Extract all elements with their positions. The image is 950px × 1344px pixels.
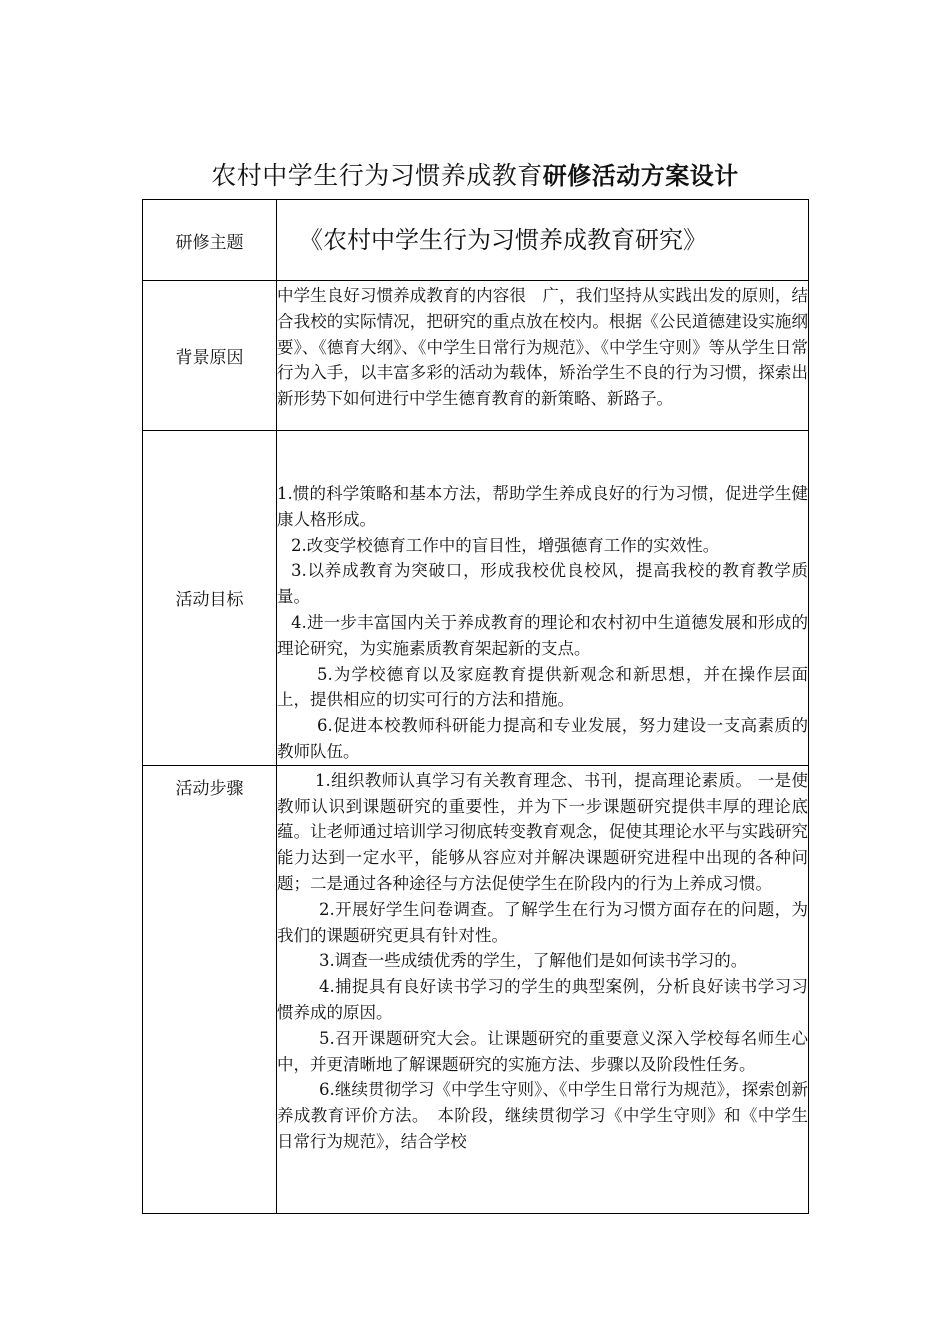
title-bold: 研修活动方案设计 <box>542 161 739 190</box>
label-theme: 研修主题 <box>143 200 277 281</box>
goal-item: 4.进一步丰富国内关于养成教育的理论和农村初中生道德发展和形成的理论研究，为实施素质教育架起新的支点。 <box>277 612 808 658</box>
step-item: 3.调查一些成绩优秀的学生，了解他们是如何读书学习的。 <box>319 951 748 971</box>
label-background: 背景原因 <box>143 281 277 431</box>
goal-item: 2.改变学校德育工作中的盲目性，增强德育工作的实效性。 <box>291 535 720 555</box>
goal-item: 1.惯的科学策略和基本方法，帮助学生养成良好的行为习惯，促进学生健康人格形成。 <box>277 484 808 529</box>
goals-list <box>277 431 808 765</box>
plan-table <box>142 199 809 1214</box>
content-theme <box>277 200 809 281</box>
row-goals <box>143 431 809 766</box>
background-text: 中学生良好习惯养成教育的内容很 广，我们坚持从实践出发的原则，结合我校的实际情况，把研究的重点放在校内。根据《公民道德建设实施纲要》、《德育大纲》、《中学生日常行为规范》、《中学生守则》等从学生日常行为入手，以丰富多彩的活动为载体，矫治学生不良的行为习惯，探索出新形势下如何进行中学生德育教育的新策略、新路子。 <box>277 286 808 409</box>
content-goals <box>277 431 809 766</box>
row-theme <box>143 200 809 281</box>
row-background <box>143 281 809 431</box>
goal-item: 6.促进本校教师科研能力提高和专业发展，努力建设一支高素质的教师队伍。 <box>277 716 808 761</box>
steps-list <box>277 766 808 1155</box>
theme-text: 《农村中学生行为习惯养成教育研究》 <box>299 226 707 254</box>
goal-item: 5.为学校德育以及家庭教育提供新观念和新思想，并在操作层面上，提供相应的切实可行的方法和措施。 <box>277 664 808 710</box>
step-item: 6.继续贯彻学习《中学生守则》、《中学生日常行为规范》，探索创新养成教育评价方法。 本阶段，继续贯彻学习《中学生守则》和《中学生日常行为规范》，结合学校 <box>277 1080 808 1151</box>
document-title <box>0 156 950 196</box>
step-item: 4.捕捉具有良好读书学习的学生的典型案例，分析良好读书学习习惯养成的原因。 <box>277 977 808 1022</box>
row-steps <box>143 765 809 1213</box>
label-steps: 活动步骤 <box>143 765 277 1213</box>
label-goals: 活动目标 <box>143 431 277 766</box>
content-background <box>277 281 809 431</box>
step-item: 2.开展好学生问卷调查。了解学生在行为习惯方面存在的问题，为我们的课题研究更具有针对性。 <box>277 899 808 945</box>
goal-item: 3.以养成教育为突破口，形成我校优良校风，提高我校的教育教学质量。 <box>277 561 808 607</box>
step-item: 5.召开课题研究大会。让课题研究的重要意义深入学校每名师生心中，并更清晰地了解课题研究的实施方法、步骤以及阶段性任务。 <box>277 1028 808 1074</box>
title-normal: 农村中学生行为习惯养成教育 <box>211 161 543 190</box>
step-item: 1.组织教师认真学习有关教育理念、书刊，提高理论素质。 一是使教师认识到课题研究的重要性，并为下一步课题研究提供丰厚的理论底蕴。让老师通过培训学习彻底转变教育观念，促使其理论水平与实践研究能力达到一定水平，能够从容应对并解决课题研究进程中出现的各种问题；二是通过各种途径与方法促使学生在阶段内的行为上养成习惯。 <box>277 770 808 893</box>
content-steps <box>277 765 809 1213</box>
